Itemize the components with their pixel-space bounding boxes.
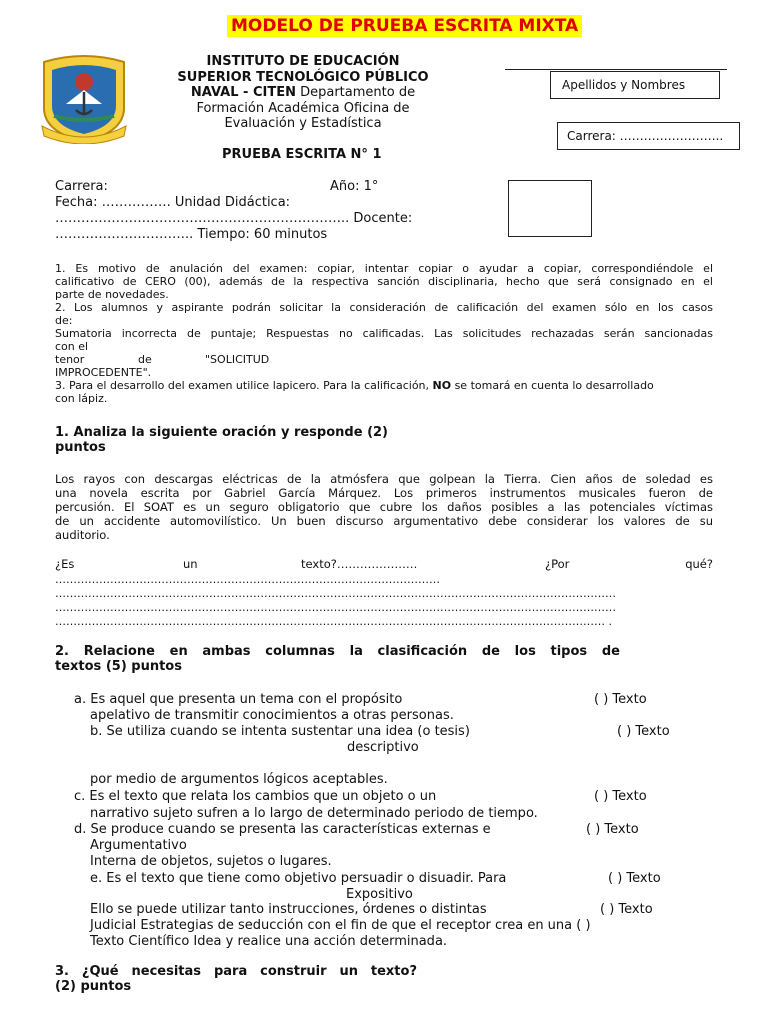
question-3-title <box>55 964 417 994</box>
passage-line: de un accidente automovilístico. Un buen discurso argumentativo debe considerar los valores de su <box>55 514 713 528</box>
answer-line[interactable]: ……………………………………………………………………………………………………………………………………… <box>55 601 616 614</box>
prompt-word: qué? <box>685 557 713 571</box>
year-label: Año: 1° <box>330 179 379 194</box>
match-blank[interactable]: ( ) Texto <box>594 789 647 804</box>
option-line: Judicial Estrategias de seducción con el fin de que el receptor crea en una ( ) <box>90 918 591 933</box>
question-title-line: 2. Relacione en ambas columnas la clasificación de los tipos de <box>55 644 620 659</box>
match-blank[interactable]: ( ) Texto <box>594 692 647 707</box>
institution-line: Evaluación y Estadística <box>224 116 382 131</box>
institution-crest-logo <box>38 52 130 144</box>
rule-word: "SOLICITUD <box>205 353 270 366</box>
match-blank[interactable]: ( ) Texto <box>600 902 653 917</box>
institution-header <box>138 54 468 132</box>
institution-name: NAVAL - CITEN <box>190 85 296 100</box>
prompt-word: un <box>183 557 198 571</box>
answer-line[interactable]: ……………………………………………………………………………………………………………………………………… <box>55 587 616 600</box>
institution-line: INSTITUTO DE EDUCACIÓN <box>206 54 400 69</box>
option-line: d. Se produce cuando se presenta las características externas e <box>74 822 491 837</box>
photo-box <box>508 180 592 237</box>
name-signature-line[interactable] <box>505 69 727 70</box>
option-line: c. Es el texto que relata los cambios que un objeto o un <box>74 789 437 804</box>
question-title-line: puntos <box>55 440 106 455</box>
answer-lines[interactable] <box>55 573 715 629</box>
question-1-prompt <box>55 557 713 571</box>
rule-line: calificativo de CERO (00), además de la respectiva sanción disciplinaria, hecho que será consignado en el <box>55 275 713 288</box>
rule-line: Sumatoria incorrecta de puntaje; Respuestas no calificadas. Las solicitudes rechazadas serán sancionadas <box>55 327 713 340</box>
rule-line <box>55 353 713 366</box>
option-line: Expositivo <box>346 887 413 902</box>
rule-text: 3. Para el desarrollo del examen utilice lapicero. Para la calificación, <box>55 379 433 392</box>
institution-line: Formación Académica Oficina de <box>196 100 410 116</box>
rule-text: se tomará en cuenta lo desarrollado <box>451 379 654 392</box>
rule-line: IMPROCEDENTE". <box>55 366 152 379</box>
question-2-title <box>55 644 620 674</box>
career-label: Carrera: <box>55 179 108 194</box>
option-line: apelativo de transmitir conocimientos a otras personas. <box>90 708 454 723</box>
option-line: por medio de argumentos lógicos aceptables. <box>90 772 388 787</box>
rule-word: de <box>138 353 152 366</box>
question-title-line: textos (5) puntos <box>55 659 182 674</box>
match-blank[interactable]: ( ) Texto <box>617 724 670 739</box>
option-line: Ello se puede utilizar tanto instrucciones, órdenes o distintas <box>90 902 487 917</box>
question-title-line: (2) puntos <box>55 979 132 994</box>
question-title-line: 1. Analiza la siguiente oración y responde (2) <box>55 425 388 440</box>
prompt-word: ¿Por <box>545 557 570 571</box>
option-line: Texto Científico Idea y realice una acción determinada. <box>90 934 448 949</box>
question-1-title <box>55 425 388 455</box>
option-line: a. Es aquel que presenta un tema con el propósito <box>74 692 403 707</box>
names-field[interactable]: Apellidos y Nombres <box>550 71 720 99</box>
exam-rules <box>55 262 713 405</box>
teacher-label: ………………………………………………………….. Docente: <box>55 211 413 226</box>
institution-department: Departamento de <box>295 85 416 100</box>
institution-line: SUPERIOR TECNOLÓGICO PÚBLICO <box>177 69 429 85</box>
rule-line: con el <box>55 340 89 353</box>
passage-line: una novela escrita por Gabriel García Márquez. Los primeros instrumentos musicales fueron de <box>55 486 713 500</box>
time-label: ………………………….. Tiempo: 60 minutos <box>55 227 328 242</box>
option-line: narrativo sujeto sufren a lo largo de determinado periodo de tiempo. <box>90 806 538 821</box>
rule-line: de: <box>55 314 73 327</box>
question-title-line: 3. ¿Qué necesitas para construir un texto? <box>55 964 417 979</box>
option-line: b. Se utiliza cuando se intenta sustentar una idea (o tesis) <box>90 724 470 739</box>
match-blank[interactable]: ( ) Texto <box>608 871 661 886</box>
answer-line[interactable]: …………………………………………………………………………………………… <box>55 573 440 586</box>
page-title: MODELO DE PRUEBA ESCRITA MIXTA <box>227 15 582 37</box>
exam-title: PRUEBA ESCRITA N° 1 <box>222 147 382 162</box>
date-unit-label: Fecha: ……………. Unidad Didáctica: <box>55 195 291 210</box>
match-blank[interactable]: ( ) Texto <box>586 822 639 837</box>
rule-line: con lápiz. <box>55 392 108 405</box>
rule-word: tenor <box>55 353 85 366</box>
career-field[interactable]: Carrera: …………………….. <box>557 122 740 150</box>
question-1-passage <box>55 472 713 542</box>
passage-line: percusión. El SOAT es un seguro obligatorio que cubre los daños posibles a las potenciales víctimas <box>55 500 713 514</box>
rule-line <box>55 379 713 392</box>
prompt-word: ¿Es <box>55 557 75 571</box>
passage-line: auditorio. <box>55 528 110 542</box>
option-line: Interna de objetos, sujetos o lugares. <box>90 854 332 869</box>
rule-line: 2. Los alumnos y aspirante podrán solicitar la consideración de calificación del examen sólo en los casos <box>55 301 713 314</box>
rule-line: 1. Es motivo de anulación del examen: copiar, intentar copiar o ayudar a copiar, correspondiéndole el <box>55 262 713 275</box>
option-line: descriptivo <box>347 740 419 755</box>
rule-line: parte de novedades. <box>55 288 169 301</box>
option-line: e. Es el texto que tiene como objetivo persuadir o disuadir. Para <box>90 871 507 886</box>
answer-line[interactable]: …………………………………………………………………………………………………………………………………… . <box>55 615 612 628</box>
rule-emphasis: NO <box>432 379 452 392</box>
passage-line: Los rayos con descargas eléctricas de la atmósfera que golpean la Tierra. Cien años de soledad es <box>55 472 713 486</box>
prompt-word: texto?………………… <box>301 557 418 571</box>
option-line: Argumentativo <box>90 838 187 853</box>
